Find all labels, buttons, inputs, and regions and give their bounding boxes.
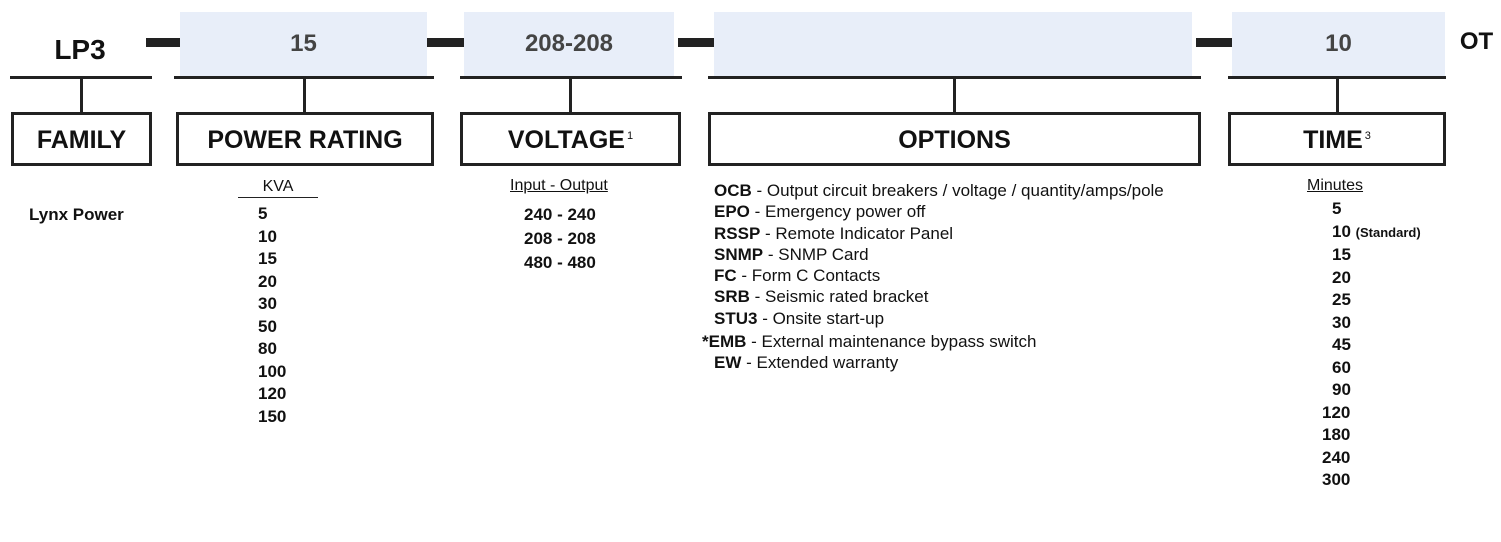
- list-item: 30: [1332, 312, 1351, 332]
- list-item: 5: [258, 204, 268, 223]
- list-item: 20: [258, 271, 277, 291]
- power-header-label: KVA: [262, 178, 294, 195]
- power-rating-box: [176, 112, 434, 166]
- list-item: 240: [1322, 447, 1351, 467]
- dash-2: [427, 38, 464, 47]
- voltage-box: [460, 112, 681, 166]
- option-code: SNMP: [714, 244, 764, 264]
- list-item: 80: [258, 339, 277, 358]
- list-item: 50: [258, 316, 277, 336]
- voltage-footnote: 1: [627, 130, 634, 142]
- option-desc: - Onsite start-up: [757, 308, 885, 328]
- option-code: OCB: [714, 181, 752, 200]
- list-item: [1318, 221, 1421, 245]
- code-suffix: OT: [1459, 28, 1494, 55]
- list-item: 208 - 208: [524, 229, 596, 248]
- option-desc: - Extended warranty: [741, 353, 899, 373]
- list-item: 120: [1322, 402, 1351, 422]
- voltage-header: Input - Output: [510, 177, 608, 194]
- list-item: 20: [1332, 267, 1351, 287]
- dash-3: [678, 38, 714, 47]
- option-desc: - SNMP Card: [763, 244, 869, 264]
- list-item: 240 - 240: [524, 205, 596, 224]
- voltage-field[interactable]: 208-208: [464, 12, 674, 76]
- option-code: STU3: [714, 308, 758, 328]
- option-item: [714, 180, 1164, 201]
- list-item: 300: [1322, 470, 1351, 489]
- family-box: [11, 112, 152, 166]
- time-footnote: 3: [1364, 130, 1371, 142]
- list-item: 15: [258, 249, 277, 268]
- list-item: 45: [1332, 335, 1351, 354]
- power-rating-field[interactable]: 15: [180, 12, 427, 76]
- option-code: SRB: [714, 287, 750, 307]
- option-code: RSSP: [714, 223, 761, 243]
- code-prefix: LP3: [54, 34, 106, 65]
- option-item: [702, 331, 1164, 352]
- list-item: 100: [258, 361, 287, 381]
- option-item: [714, 308, 1164, 329]
- option-item: [714, 352, 1164, 373]
- list-item: 60: [1332, 357, 1351, 377]
- options-field[interactable]: [714, 12, 1192, 76]
- option-item: [714, 223, 1164, 244]
- voltage-list: [524, 203, 596, 275]
- dash-1: [146, 38, 180, 47]
- options-box-label: OPTIONS: [898, 126, 1011, 154]
- option-desc: - External maintenance bypass switch: [746, 332, 1037, 352]
- stem-power: [303, 79, 306, 112]
- list-item: 25: [1332, 290, 1351, 309]
- option-item: [714, 286, 1164, 307]
- stem-voltage: [569, 79, 572, 112]
- option-code: EPO: [714, 202, 750, 222]
- list-item: 10: [258, 226, 277, 246]
- voltage-box-label: VOLTAGE: [507, 126, 625, 154]
- time-box-label: TIME: [1303, 126, 1363, 154]
- options-list: [702, 180, 1164, 374]
- list-item: 150: [258, 406, 287, 426]
- option-code: EW: [714, 353, 742, 373]
- option-item: [714, 244, 1164, 265]
- time-item-value: 10: [1332, 221, 1351, 241]
- option-item: [714, 265, 1164, 286]
- family-item: Lynx Power: [29, 205, 124, 224]
- power-header: [238, 178, 318, 198]
- power-header-rule: [238, 197, 318, 198]
- dash-4: [1196, 38, 1232, 47]
- list-item: 15: [1332, 245, 1351, 264]
- time-list: [1318, 198, 1421, 492]
- option-desc: - Seismic rated bracket: [749, 287, 929, 307]
- option-item: [714, 201, 1164, 222]
- stem-family: [80, 79, 83, 112]
- family-list: [29, 204, 124, 227]
- family-box-label: FAMILY: [36, 126, 127, 154]
- list-item: 180: [1322, 425, 1351, 444]
- list-item: 120: [258, 384, 287, 403]
- option-desc: - Output circuit breakers / voltage / quantity/amps/pole: [751, 181, 1164, 200]
- time-header: Minutes: [1307, 177, 1364, 194]
- standard-label: (Standard): [1355, 224, 1421, 240]
- list-item: 480 - 480: [524, 253, 596, 272]
- option-desc: - Emergency power off: [749, 202, 926, 222]
- option-desc: - Remote Indicator Panel: [760, 223, 954, 243]
- stem-options: [953, 79, 956, 112]
- list-item: 30: [258, 294, 277, 313]
- time-box: [1228, 112, 1446, 166]
- power-list: [258, 203, 286, 428]
- option-desc: - Form C Contacts: [736, 266, 881, 286]
- power-rating-box-label: POWER RATING: [207, 126, 403, 154]
- list-item: 5: [1332, 199, 1342, 218]
- options-box: [708, 112, 1201, 166]
- time-field[interactable]: 10: [1232, 12, 1445, 76]
- option-code: FC: [714, 266, 737, 286]
- option-code: *EMB: [702, 332, 747, 352]
- list-item: 90: [1332, 380, 1351, 399]
- stem-time: [1336, 79, 1339, 112]
